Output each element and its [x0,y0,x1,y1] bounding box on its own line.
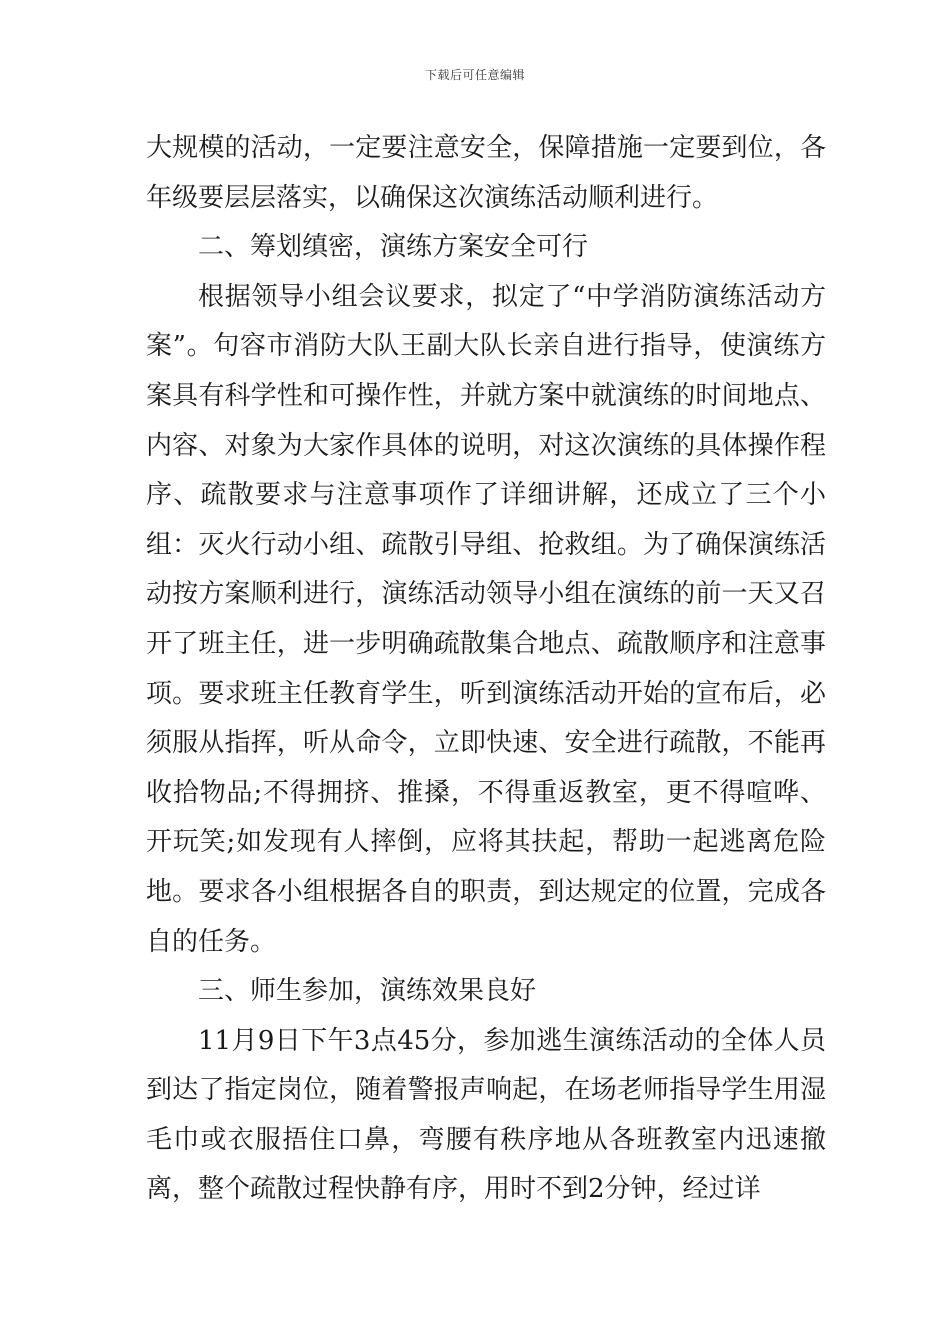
document-body [146,124,826,1215]
paragraph-drill-execution: 11月9日下午3点45分，参加逃生演练活动的全体人员到达了指定岗位，随着警报声响起，在场老师指导学生用湿毛巾或衣服捂住口鼻，弯腰有秩序地从各班教室内迅速撤离，整个疏散过程快静有序，用时不到2分钟，经过详 [146,1025,826,1205]
paragraph-continuation: 大规模的活动，一定要注意安全，保障措施一定要到位，各年级要层层落实，以确保这次演练活动顺利进行。 [146,133,826,213]
section-heading-3: 三、师生参加，演练效果良好 [198,976,537,1007]
section-heading-2: 二、筹划缜密，演练方案安全可行 [198,232,589,263]
paragraph-plan-details: 根据领导小组会议要求，拟定了“中学消防演练活动方案”。句容市消防大队王副大队长亲自进行指导，使演练方案具有科学性和可操作性，并就方案中就演练的时间地点、内容、对象为大家作具体的说明，对这次演练的具体操作程序、疏散要求与注意事项作了详细讲解，还成立了三个小组：灭火行动小组、疏散引导组、抢救组。为了确保演练活动按方案顺利进行，演练活动领导小组在演练的前一天又召开了班主任，进一步明确疏散集合地点、疏散顺序和注意事项。要求班主任教育学生，听到演练活动开始的宣布后，必须服从指挥，听从命令，立即快速、安全进行疏散，不能再收拾物品;不得拥挤、推搡，不得重返教室，更不得喧哗、开玩笑;如发现有人摔倒，应将其扶起，帮助一起逃离危险地。要求各小组根据各自的职责，到达规定的位置，完成各自的任务。 [146,281,826,957]
page-header: 下载后可任意编辑 [424,68,525,82]
